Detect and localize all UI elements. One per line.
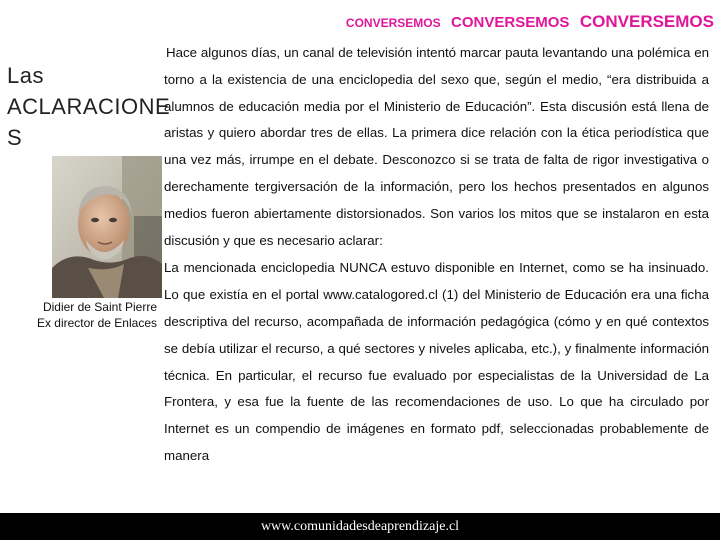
paragraph-myth-1: La mencionada enciclopedia NUNCA estuvo disponible en Internet, como se ha insinuado. Lo que existía en el portal www.catalogored.cl (1) del Ministerio de Educación era una ficha descriptiva del recurso, acompañada de información pedagógica (cómo y en qué contextos se debía utilizar el recurso, a qué sectores y niveles aplicaba, etc.), y finalmente información técnica. En particular, el recurso fue evaluado por especialistas de la Universidad de La Frontera, y esa fue la fuente de las recomendaciones de uso. Lo que ha circulado por Internet es un compendio de imágenes en formato pdf, seleccionadas probablemente de manera xyxy=(164,260,709,463)
article-body xyxy=(164,40,709,470)
paragraph-intro: Hace algunos días, un canal de televisión intentó marcar pauta levantando una polémica en torno a la existencia de una enciclopedia del sexo que, según el medio, “era distribuida a alumnos de educación media por el Ministerio de Educación”. Esta discusión está llena de aristas y quiero abordar tres de ellas. La primera dice relación con la ética periodística que una vez más, irrumpe en el debate. Desconozco si se trata de falta de rigor investigativa o derechamente tergiversación de la información, pero los hechos presentados en algunos medios fueron abiertamente distorsionados. Son varios los mitos que se instalaron en esta discusión y que es necesario aclarar: xyxy=(164,45,709,248)
footer-url[interactable]: www.comunidadesdeaprendizaje.cl xyxy=(260,519,460,534)
header-word-small: CONVERSEMOS xyxy=(345,16,441,30)
portrait-photo-icon xyxy=(52,156,162,298)
author-photo xyxy=(52,156,162,298)
title-line-1: Las xyxy=(7,63,44,88)
header-conversemos xyxy=(340,12,714,32)
article-title xyxy=(7,60,171,153)
header-word-medium: CONVERSEMOS xyxy=(451,14,570,31)
caption-role: Ex director de Enlaces xyxy=(36,316,157,330)
photo-caption xyxy=(37,299,157,331)
caption-name: Didier de Saint Pierre xyxy=(42,300,157,314)
title-line-2: ACLARACIONE xyxy=(7,94,171,119)
title-line-3: S xyxy=(7,125,23,150)
header-word-large: CONVERSEMOS xyxy=(579,12,714,31)
footer-bar xyxy=(0,513,720,540)
